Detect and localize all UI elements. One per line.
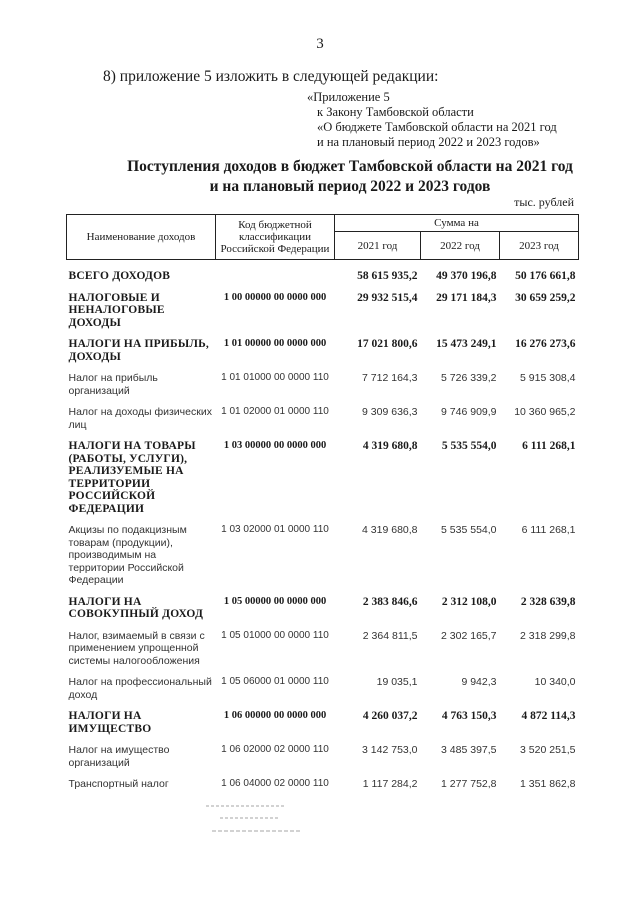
instruction-text: 8) приложение 5 изложить в следующей редакции:	[103, 68, 439, 85]
row-value-2022: 15 473 249,1	[436, 338, 497, 350]
row-value-2023: 10 340,0	[534, 676, 576, 688]
row-value-2021: 2 364 811,5	[362, 629, 418, 642]
row-value-2021: 2 383 846,6	[362, 595, 418, 608]
row-code: 1 00 00000 00 0000 000	[223, 291, 327, 303]
table-row	[67, 676, 579, 710]
row-value-2021: 9 309 636,3	[362, 406, 418, 418]
header-year: 2022 год	[421, 232, 500, 260]
row-name: НАЛОГОВЫЕ И НЕНАЛОГОВЫЕ ДОХОДЫ	[68, 291, 165, 329]
title-line: и на плановый период 2022 и 2023 годов	[209, 178, 491, 195]
table-row	[67, 338, 579, 372]
row-value-2022: 5 726 339,2	[441, 372, 497, 384]
header-name: Наименование доходов	[67, 215, 216, 260]
row-value-2021: 4 319 680,8	[362, 524, 418, 536]
row-value-2022: 49 370 196,8	[436, 270, 497, 282]
title-line: Поступления доходов в бюджет Тамбовской области на 2021 год	[127, 158, 573, 175]
row-value-2021: 58 615 935,2	[357, 270, 418, 282]
row-value-2021: 17 021 800,6	[357, 338, 418, 350]
row-name: НАЛОГИ НА ПРИБЫЛЬ, ДОХОДЫ	[68, 338, 209, 363]
row-name: Налог на прибыль организаций	[68, 372, 158, 397]
row-value-2021: 1 117 284,2	[362, 778, 418, 790]
units-label: тыс. рублей	[514, 195, 574, 209]
row-name: Налог, взимаемый в связи с применением упрощенной системы налогообложения	[68, 629, 205, 667]
row-code: 1 05 00000 00 0000 000	[223, 595, 327, 607]
table-row	[67, 744, 579, 778]
row-value-2021: 19 035,1	[376, 676, 418, 688]
row-value-2022: 9 746 909,9	[441, 406, 497, 418]
row-code: 1 05 06000 01 0000 110	[221, 676, 329, 687]
row-code: 1 06 04000 02 0000 110	[221, 778, 329, 789]
row-value-2021: 29 932 515,4	[357, 291, 418, 304]
row-value-2022: 4 763 150,3	[441, 710, 497, 722]
row-value-2021: 4 319 680,8	[362, 440, 418, 452]
document-title	[60, 157, 640, 197]
row-name: Налог на имущество организаций	[68, 744, 170, 769]
table-row	[67, 710, 579, 744]
header-year: 2021 год	[335, 232, 421, 260]
row-code	[216, 260, 335, 292]
appendix-line: «О бюджете Тамбовской области на 2021 год	[317, 120, 557, 134]
row-value-2022: 2 312 108,0	[441, 595, 497, 608]
appendix-line: к Закону Тамбовской области	[317, 105, 474, 119]
row-name: Транспортный налог	[68, 778, 169, 790]
row-value-2022: 1 277 752,8	[441, 778, 497, 790]
table-row	[67, 260, 579, 292]
page-number: 3	[316, 36, 324, 52]
row-name: Налог на доходы физических лиц	[68, 406, 212, 431]
row-value-2022: 2 302 165,7	[441, 629, 497, 642]
row-value-2023: 50 176 661,8	[515, 270, 576, 282]
header-code: Код бюджетной классификации Российской Федерации	[216, 215, 335, 260]
row-value-2023: 30 659 259,2	[515, 291, 576, 304]
row-value-2021: 3 142 753,0	[362, 744, 418, 756]
row-value-2023: 10 360 965,2	[514, 406, 576, 418]
row-value-2022: 29 171 184,3	[436, 291, 497, 304]
row-value-2023: 16 276 273,6	[515, 338, 576, 350]
row-code: 1 01 02000 01 0000 110	[221, 406, 329, 417]
row-code: 1 05 01000 00 0000 110	[221, 629, 329, 641]
row-value-2022: 5 535 554,0	[441, 524, 497, 536]
row-code: 1 03 00000 00 0000 000	[223, 440, 327, 451]
header-sum: Сумма на	[335, 215, 579, 232]
row-value-2023: 5 915 308,4	[520, 372, 576, 384]
row-name: НАЛОГИ НА ИМУЩЕСТВО	[68, 710, 152, 735]
row-value-2023: 3 520 251,5	[520, 744, 576, 756]
appendix-line: и на плановый период 2022 и 2023 годов»	[317, 135, 540, 149]
row-value-2023: 2 318 299,8	[520, 629, 576, 642]
table-row	[67, 630, 579, 677]
table-row	[67, 372, 579, 406]
row-value-2023: 6 111 268,1	[521, 524, 576, 536]
table-row	[67, 596, 579, 630]
row-name: Налог на профессиональный доход	[68, 676, 212, 701]
appendix-header	[307, 90, 557, 150]
row-value-2021: 7 712 164,3	[362, 372, 418, 384]
row-value-2023: 1 351 862,8	[520, 778, 576, 790]
row-code: 1 01 01000 00 0000 110	[221, 372, 329, 383]
table-row	[67, 778, 579, 800]
row-name: НАЛОГИ НА ТОВАРЫ (РАБОТЫ, УСЛУГИ), РЕАЛИЗУЕМЫЕ НА ТЕРРИТОРИИ РОССИЙСКОЙ ФЕДЕРАЦИИ	[68, 440, 196, 515]
table-row	[67, 440, 579, 524]
revenue-table	[66, 214, 579, 800]
row-value-2022: 3 485 397,5	[441, 744, 497, 756]
row-value-2023: 6 111 268,1	[522, 440, 576, 452]
row-value-2022: 9 942,3	[461, 676, 497, 688]
table-body	[67, 260, 579, 800]
table-row	[67, 406, 579, 440]
row-code: 1 03 02000 01 0000 110	[221, 524, 329, 535]
row-value-2021: 4 260 037,2	[362, 710, 418, 722]
row-value-2023: 2 328 639,8	[520, 595, 576, 608]
row-name: ВСЕГО ДОХОДОВ	[68, 270, 171, 282]
table-row	[67, 292, 579, 339]
row-code: 1 01 00000 00 0000 000	[223, 338, 327, 349]
table-row	[67, 524, 579, 596]
row-code: 1 06 00000 00 0000 000	[223, 710, 327, 721]
row-value-2022: 5 535 554,0	[441, 440, 497, 452]
row-name: Акцизы по подакцизным товарам (продукции), производимым на территории Российской Федерации	[68, 524, 187, 586]
official-stamp	[190, 798, 314, 846]
header-year: 2023 год	[500, 232, 579, 260]
row-name: НАЛОГИ НА СОВОКУПНЫЙ ДОХОД	[68, 595, 204, 620]
row-value-2023: 4 872 114,3	[521, 710, 576, 722]
row-code: 1 06 02000 02 0000 110	[221, 744, 329, 755]
appendix-line: «Приложение 5	[307, 90, 390, 104]
